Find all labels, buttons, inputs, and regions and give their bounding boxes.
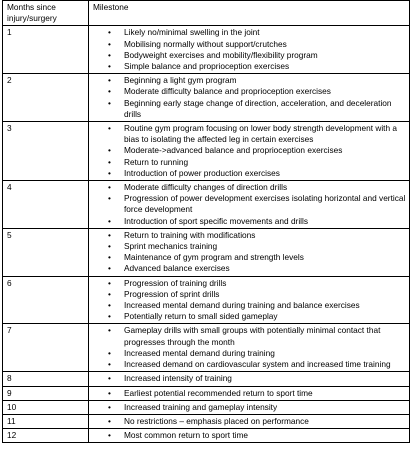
list-item: • Advanced balance exercises [124,263,406,274]
month-cell: 10 [3,400,89,414]
list-item: • Most common return to sport time [124,430,406,441]
table-row [3,429,410,443]
list-item: • Progression of sprint drills [124,289,406,300]
month-cell: 5 [3,228,89,276]
list-item: • Moderate difficulty balance and proprioception exercises [124,86,406,97]
milestone-cell [89,429,410,443]
table-row [3,181,410,229]
list-item: • Return to running [124,157,406,168]
list-item: • Maintenance of gym program and strength levels [124,252,406,263]
list-item: • Increased training and gameplay intensity [124,402,406,413]
table-row [3,26,410,74]
table-row [3,386,410,400]
milestone-list [93,416,406,427]
milestone-cell [89,122,410,181]
month-cell: 11 [3,414,89,428]
list-item: • Sprint mechanics training [124,241,406,252]
milestone-list [93,388,406,399]
list-item: • Return to training with modifications [124,230,406,241]
list-item: • Earliest potential recommended return to sport time [124,388,406,399]
milestone-list [93,278,406,323]
table-row [3,228,410,276]
list-item: • Increased demand on cardiovascular system and increased time training [124,359,406,370]
header-milestone: Milestone [89,1,410,26]
table-row [3,400,410,414]
milestone-list [93,123,406,179]
month-cell: 3 [3,122,89,181]
list-item: • Likely no/minimal swelling in the joint [124,27,406,38]
table-row [3,276,410,324]
month-cell: 12 [3,429,89,443]
table-row [3,74,410,122]
list-item: • Mobilising normally without support/crutches [124,39,406,50]
list-item: • Progression of power development exercises isolating horizontal and vertical force development [124,193,406,215]
table-body [3,26,410,443]
list-item: • Potentially return to small sided gameplay [124,311,406,322]
list-item: • Progression of training drills [124,278,406,289]
list-item: • Introduction of sport specific movements and drills [124,216,406,227]
milestone-list [93,325,406,370]
milestone-cell [89,372,410,386]
rehab-milestones-table [2,0,410,443]
milestone-cell [89,276,410,324]
header-row [3,1,410,26]
list-item: • No restrictions – emphasis placed on performance [124,416,406,427]
list-item: • Beginning early stage change of direction, acceleration, and deceleration drills [124,98,406,120]
milestone-list [93,402,406,413]
milestone-list [93,27,406,72]
milestone-list [93,373,406,384]
header-months: Months since injury/surgery [3,1,89,26]
list-item: • Moderate->advanced balance and proprioception exercises [124,145,406,156]
table-row [3,372,410,386]
milestone-cell [89,414,410,428]
list-item: • Moderate difficulty changes of direction drills [124,182,406,193]
milestone-cell [89,386,410,400]
list-item: • Routine gym program focusing on lower body strength development with a bias to isolating the affected leg in certain exercises [124,123,406,145]
list-item: • Gameplay drills with small groups with potentially minimal contact that progresses through the month [124,325,406,347]
milestone-cell [89,26,410,74]
milestone-cell [89,74,410,122]
list-item: • Increased mental demand during training [124,348,406,359]
month-cell: 1 [3,26,89,74]
list-item: • Increased mental demand during training and balance exercises [124,300,406,311]
milestone-list [93,430,406,441]
milestone-cell [89,181,410,229]
milestone-list [93,75,406,120]
table-row [3,414,410,428]
table-row [3,324,410,372]
list-item: • Simple balance and proprioception exercises [124,61,406,72]
month-cell: 2 [3,74,89,122]
table-row [3,122,410,181]
milestone-cell [89,228,410,276]
list-item: • Bodyweight exercises and mobility/flexibility program [124,50,406,61]
month-cell: 8 [3,372,89,386]
month-cell: 4 [3,181,89,229]
list-item: • Beginning a light gym program [124,75,406,86]
month-cell: 6 [3,276,89,324]
list-item: • Increased intensity of training [124,373,406,384]
milestone-list [93,230,406,275]
milestone-cell [89,324,410,372]
table-header [3,1,410,26]
month-cell: 7 [3,324,89,372]
month-cell: 9 [3,386,89,400]
list-item: • Introduction of power production exercises [124,168,406,179]
milestone-cell [89,400,410,414]
milestone-list [93,182,406,227]
